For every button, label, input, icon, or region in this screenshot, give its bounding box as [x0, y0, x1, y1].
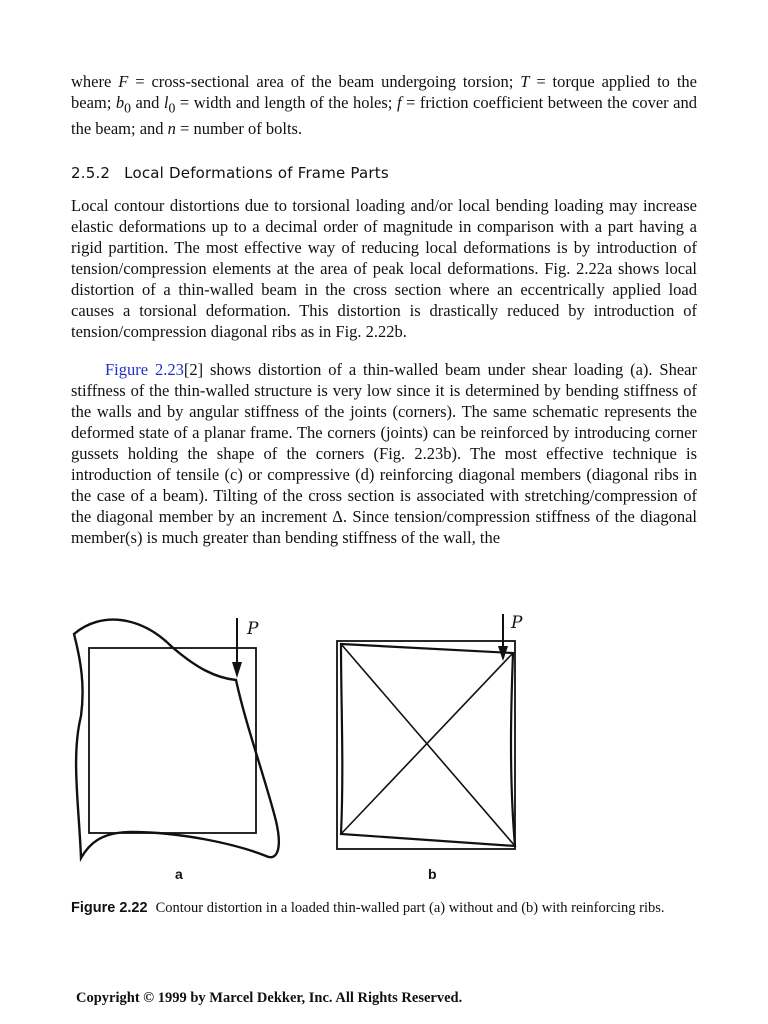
figure-diagram: [71, 606, 697, 896]
intro-paragraph: where F = cross-sectional area of the beam undergoing torsion; T = torque applied to the beam; $b_0$ and $l_0$ = width and length of the holes; f = friction coefficient between the cover and the beam; and n = number of bolts.: [71, 72, 697, 139]
panel-a: [74, 618, 279, 858]
caption-text: Contour distortion in a loaded thin-walled part (a) without and (b) with reinforcing ribs.: [155, 900, 665, 916]
panel-label-a: a: [175, 866, 183, 882]
deformed-contour-a: [74, 620, 279, 858]
var-T: T: [520, 72, 530, 91]
figure-2-22: [71, 606, 697, 896]
var-b0: b: [115, 93, 125, 112]
load-label-a: P: [247, 619, 259, 639]
section-number: 2.5.2: [71, 164, 111, 182]
var-F: F: [118, 72, 129, 91]
paragraph-2: Figure 2.23[2] shows distortion of a thin-walled beam under shear loading (a). Shear stiffness of the thin-walled structure is very low since it is determined by bending stiffness of the walls and by angular stiffness of the joints (corners). The same schematic represents the deformed state of a planar frame. The corners (joints) can be reinforced by introducing corner gussets holding the shape of the corners (Fig. 2.23b). The most effective technique is introduction of tensile (c) or compressive (d) reinforcing diagonal members (diagonal ribs in the case of a beam). Tilting of the cross section is associated with stretching/compression of the diagonal member by an increment Δ. Since tension/compression stiffness of the diagonal member(s) is much greater than bending stiffness of the wall, the: [71, 360, 697, 547]
caption-label: Figure 2.22: [71, 900, 148, 916]
paragraph-1: Local contour distortions due to torsional loading and/or local bending loading may increase elastic deformations up to a decimal order of magnitude in comparison with a part having a rigid partition. The most effective way of reducing local deformations is by introduction of tension/compression elements at the area of peak local deformations. Fig. 2.22a shows local distortion of a thin-walled beam in the cross section where an eccentrically applied load causes a torsional deformation. This distortion is drastically reduced by introduction of tension/compression diagonal ribs as in Fig. 2.22b.: [71, 196, 697, 341]
diagonal-rib-1: [341, 644, 515, 846]
panel-b: [337, 614, 515, 849]
var-n: n: [167, 119, 176, 139]
figure-caption: [71, 899, 697, 918]
copyright-footer: Copyright © 1999 by Marcel Dekker, Inc. All Rights Reserved.: [76, 990, 463, 1006]
undeformed-contour-a: [89, 648, 256, 833]
figure-link[interactable]: Figure 2.23: [105, 360, 184, 379]
citation: [2]: [183, 360, 204, 379]
section-heading: [71, 164, 389, 182]
load-label-b: P: [511, 613, 523, 633]
diagonal-rib-2: [341, 653, 513, 834]
var-f: f: [396, 93, 402, 112]
var-l0: l: [163, 93, 169, 112]
load-arrowhead-a: [232, 662, 242, 678]
section-title: Local Deformations of Frame Parts: [124, 164, 389, 182]
panel-label-b: b: [428, 866, 437, 882]
